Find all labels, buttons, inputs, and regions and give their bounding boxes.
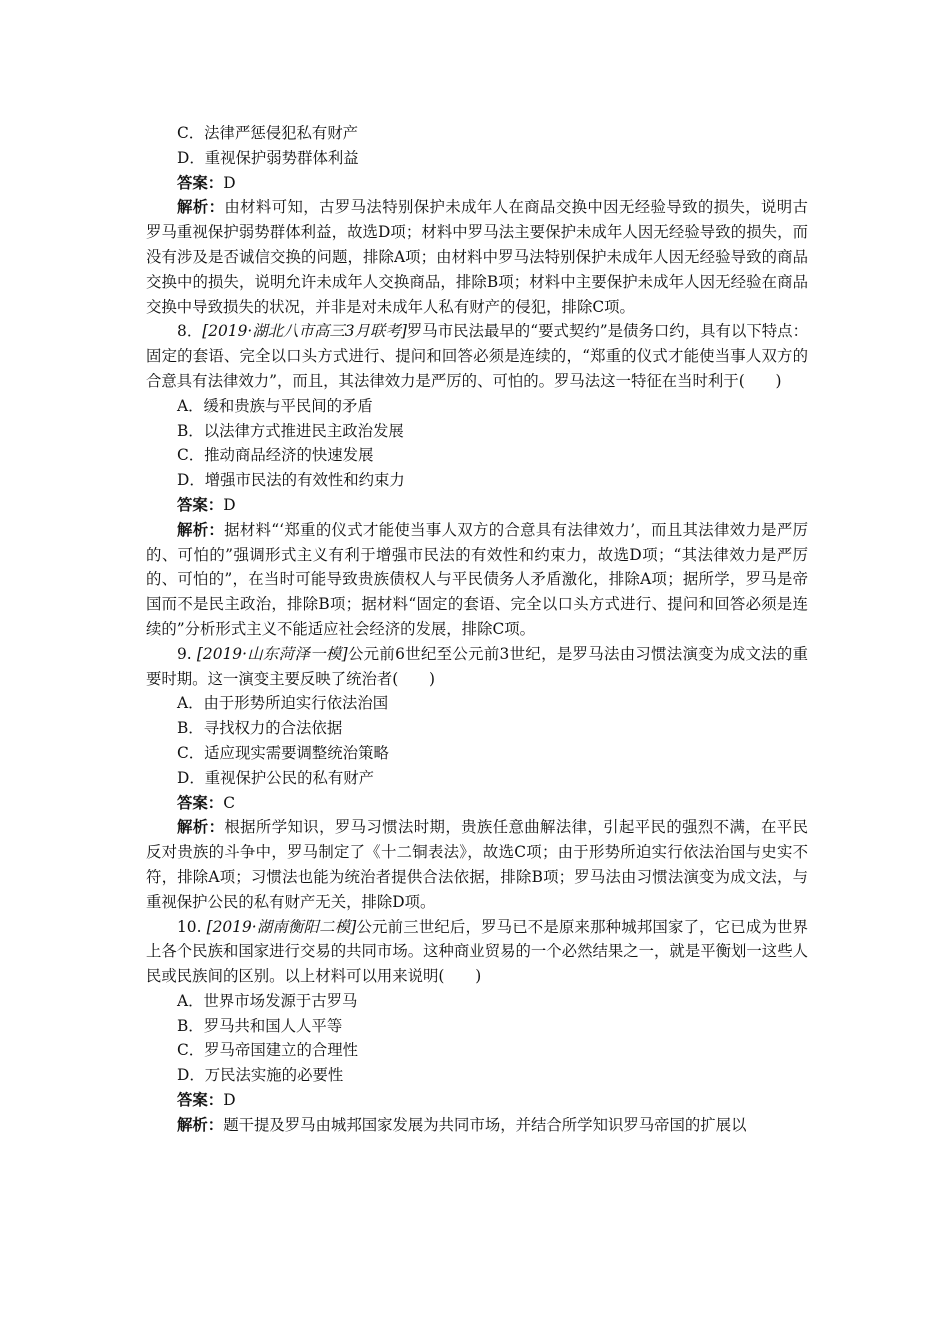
question-number: 9. [177, 644, 197, 663]
q8-stem [146, 319, 808, 393]
question-source: [2019·湖北八市高三3月联考] [202, 322, 407, 341]
q8-option-a: A．缓和贵族与平民间的矛盾 [177, 396, 373, 415]
q10-option-b: B．罗马共和国人人平等 [177, 1016, 343, 1035]
question-text: 公元前6世纪至公元前3世纪，是罗马法由习惯法演变为成文法的重要时期。这一演变主要反映了统治者( ) [146, 644, 808, 688]
q7-analysis [146, 195, 808, 319]
answer-value: C [223, 793, 235, 812]
q8-answer [146, 493, 808, 518]
analysis-text: 由材料可知，古罗马法特别保护未成年人在商品交换中因无经验导致的损失，说明古罗马重视保护弱势群体利益，故选D项；材料中罗马法主要保护未成年人因无经验导致的损失，而没有涉及是否诚信交换的问题，排除A项；由材料中罗马法特别保护未成年人因无经验导致的商品交换中的损失，说明允许未成年人交换商品，排除B项；材料中主要保护未成年人因无经验在商品交换中导致损失的状况，并非是对未成年人私有财产的侵犯，排除C项。 [146, 198, 808, 316]
analysis-label: 解析： [177, 520, 225, 539]
question-source: [2019·湖南衡阳二模] [206, 917, 357, 936]
question-number: 10. [177, 917, 207, 936]
analysis-text: 根据所学知识，罗马习惯法时期，贵族任意曲解法律，引起平民的强烈不满，在平民反对贵族的斗争中，罗马制定了《十二铜表法》，故选C项；由于形势所迫实行依法治国与史实不符，排除A项；习惯法也能为统治者提供合法依据，排除B项；罗马法由习惯法演变为成文法，与重视保护公民的私有财产无关，排除D项。 [146, 818, 808, 911]
q8-option-d: D．增强市民法的有效性和约束力 [177, 471, 405, 490]
q10-option-c: C．罗马帝国建立的合理性 [177, 1041, 359, 1060]
q8-option-b: B．以法律方式推进民主政治发展 [177, 421, 404, 440]
q10-option-d: D．万民法实施的必要性 [177, 1066, 344, 1085]
q9-analysis [146, 815, 808, 914]
q9-option-c: C．适应现实需要调整统治策略 [177, 743, 389, 762]
answer-value: D [223, 173, 236, 192]
q8-analysis [146, 518, 808, 642]
question-text: 公元前三世纪后，罗马已不是原来那种城邦国家了，它已成为世界上各个民族和国家进行交易的共同市场。这种商业贸易的一个必然结果之一，就是平衡划一这些人民或民族间的区别。以上材料可以用来说明( ) [146, 917, 808, 986]
question-number: 8． [177, 322, 203, 341]
answer-label: 答案： [177, 793, 224, 812]
q10-analysis [146, 1113, 808, 1138]
q10-option-a: A．世界市场发源于古罗马 [177, 991, 358, 1010]
analysis-label: 解析： [177, 1115, 224, 1134]
q10-answer [146, 1088, 808, 1113]
q7-option-d: D．重视保护弱势群体利益 [177, 148, 359, 167]
document-page [146, 121, 808, 1138]
q9-option-a: A．由于形势所迫实行依法治国 [177, 694, 389, 713]
analysis-label: 解析： [177, 198, 225, 217]
question-text: 罗马市民法最早的“要式契约”是债务口约，具有以下特点：固定的套语、完全以口头方式进行、提问和回答必须是连续的，“郑重的仪式才能使当事人双方的合意具有法律效力”，而且，其法律效力是严厉的、可怕的。罗马法这一特征在当时利于( ) [146, 322, 808, 390]
q7-answer [146, 171, 808, 196]
q9-answer [146, 791, 808, 816]
q9-option-d: D．重视保护公民的私有财产 [177, 768, 375, 787]
analysis-label: 解析： [177, 818, 225, 837]
analysis-text: 题干提及罗马由城邦国家发展为共同市场，并结合所学知识罗马帝国的扩展以 [223, 1115, 747, 1134]
q8-option-c: C．推动商品经济的快速发展 [177, 446, 374, 465]
answer-label: 答案： [177, 495, 224, 514]
q10-stem [146, 915, 808, 989]
q7-option-c: C．法律严惩侵犯私有财产 [177, 124, 359, 142]
q9-option-b: B．寻找权力的合法依据 [177, 719, 343, 738]
answer-label: 答案： [177, 1091, 224, 1110]
answer-label: 答案： [177, 173, 224, 192]
answer-value: D [223, 1091, 236, 1110]
analysis-text: 据材料“‘郑重的仪式才能使当事人双方的合意具有法律效力’，而且其法律效力是严厉的、可怕的”强调形式主义有利于增强市民法的有效性和约束力，故选D项；“其法律效力是严厉的、可怕的”，在当时可能导致贵族债权人与平民债务人矛盾激化，排除A项；据所学，罗马是帝国而不是民主政治，排除B项；据材料“固定的套语、完全以口头方式进行、提问和回答必须是连续的”分析形式主义不能适应社会经济的发展，排除C项。 [146, 520, 808, 638]
question-source: [2019·山东菏泽一模] [196, 644, 348, 663]
q9-stem [146, 642, 808, 692]
answer-value: D [223, 495, 236, 514]
